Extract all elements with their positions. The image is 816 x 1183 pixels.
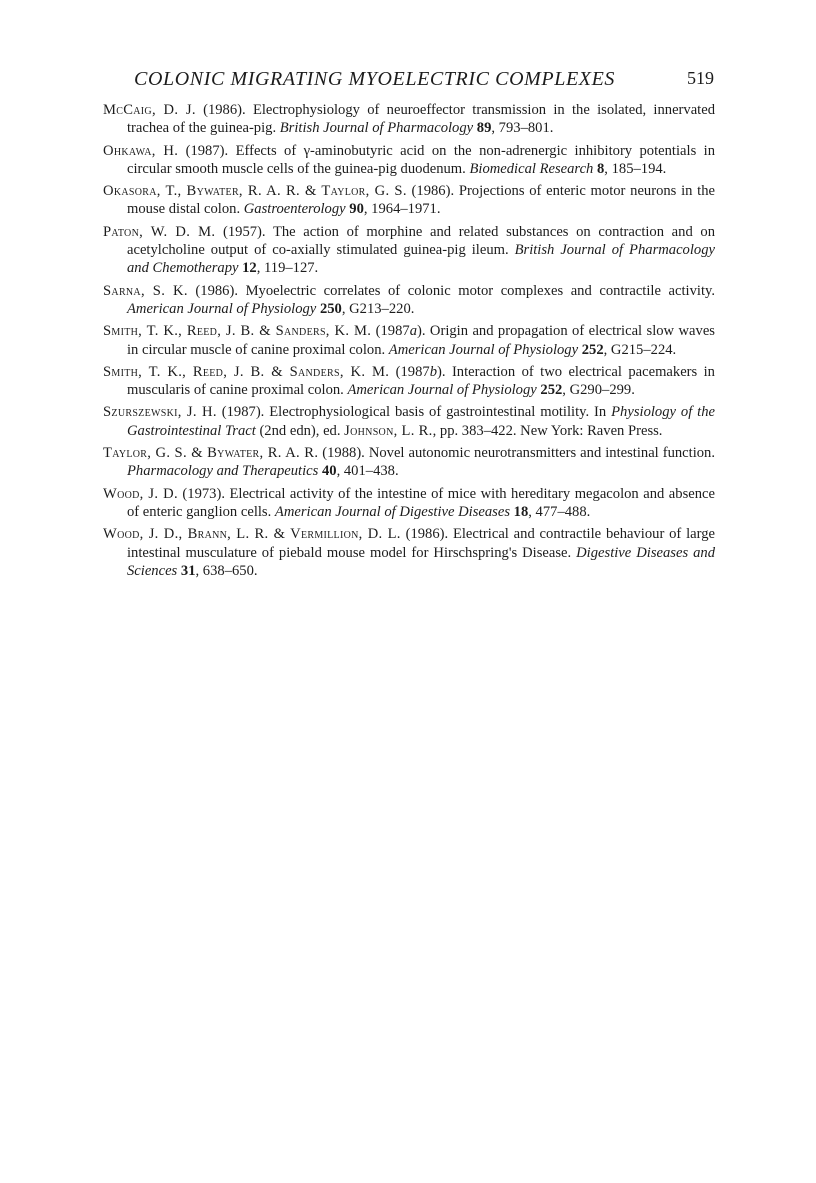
reference-journal: British Journal of Pharmacology bbox=[279, 120, 474, 137]
reference-list bbox=[103, 101, 715, 584]
reference-volume: 90 bbox=[349, 201, 364, 218]
reference-year-end: ). bbox=[437, 363, 452, 380]
reference-authors: Sarna, S. K. bbox=[103, 282, 188, 299]
reference-pages: , 793–801. bbox=[491, 120, 554, 137]
reference-entry bbox=[103, 322, 715, 359]
reference-journal: British Journal of Pharmacology and Chemotherapy bbox=[127, 242, 715, 277]
reference-year-end: ). bbox=[416, 323, 430, 340]
reference-authors: Szurszewski, J. H. bbox=[103, 404, 217, 421]
reference-authors: Wood, J. D. bbox=[103, 485, 178, 502]
reference-pages: , 401–438. bbox=[336, 463, 399, 480]
reference-volume: 250 bbox=[319, 300, 342, 317]
reference-year: (1988). bbox=[318, 445, 369, 462]
reference-volume: 18 bbox=[513, 503, 529, 520]
reference-editor: Johnson, L. R. bbox=[344, 422, 433, 439]
reference-title: Electrophysiological basis of gastrointestinal motility. In bbox=[269, 404, 612, 421]
reference-entry bbox=[103, 485, 715, 522]
reference-year: (1986). bbox=[406, 183, 459, 200]
reference-journal: Gastroenterology bbox=[243, 201, 346, 218]
reference-year: (1957). bbox=[215, 223, 273, 240]
reference-pages: , pp. 383–422. New York: Raven Press. bbox=[432, 422, 663, 439]
reference-authors: Taylor, G. S. & Bywater, R. A. R. bbox=[103, 445, 319, 462]
reference-year: (1987 bbox=[371, 323, 410, 340]
reference-volume: 8 bbox=[597, 160, 605, 177]
reference-journal: Pharmacology and Therapeutics bbox=[127, 463, 319, 480]
reference-year: (1987 bbox=[389, 363, 430, 380]
reference-journal: Biomedical Research bbox=[469, 160, 594, 177]
reference-title: Electrical activity of the intestine of mice with hereditary megacolon and absence of enteric ganglion cells. bbox=[127, 485, 715, 520]
reference-year: (1986). bbox=[400, 526, 453, 543]
reference-edition: (2nd edn), ed. bbox=[255, 422, 345, 439]
reference-journal: American Journal of Physiology bbox=[347, 382, 537, 399]
reference-pages: , G215–224. bbox=[603, 341, 677, 358]
reference-volume: 12 bbox=[242, 260, 257, 277]
page-header bbox=[134, 68, 714, 94]
running-title: COLONIC MIGRATING MYOELECTRIC COMPLEXES bbox=[134, 68, 616, 90]
reference-entry bbox=[103, 525, 715, 580]
reference-title: Electrical and contractile behaviour of large intestinal musculature of piebald mouse model for Hirschspring's Disease. bbox=[127, 526, 715, 561]
reference-journal: American Journal of Physiology bbox=[388, 341, 579, 358]
reference-title: The action of morphine and related substances on contraction and on acetylcholine output of co-axially stimulated guinea-pig ileum. bbox=[127, 223, 715, 259]
reference-title: Origin and propagation of electrical slow waves in circular muscle of canine proximal colon. bbox=[127, 323, 715, 358]
reference-pages: , 1964–1971. bbox=[363, 201, 441, 218]
reference-journal: American Journal of Physiology bbox=[127, 300, 317, 317]
reference-pages: , G213–220. bbox=[341, 300, 415, 317]
reference-entry bbox=[103, 223, 715, 278]
reference-pages: , 185–194. bbox=[604, 160, 667, 177]
reference-year: (1986). bbox=[187, 282, 246, 299]
reference-entry bbox=[103, 282, 715, 319]
reference-title: Electrophysiology of neuroeffector transmission in the isolated, innervated trachea of the guinea-pig. bbox=[127, 102, 716, 137]
reference-entry bbox=[103, 403, 715, 440]
reference-volume: 89 bbox=[476, 120, 492, 137]
reference-year: (1987). bbox=[216, 404, 270, 421]
reference-title: Projections of enteric motor neurons in the mouse distal colon. bbox=[127, 183, 716, 218]
page-number: 519 bbox=[687, 68, 714, 88]
reference-entry bbox=[103, 444, 715, 481]
reference-volume: 31 bbox=[180, 562, 196, 579]
reference-pages: , 477–488. bbox=[528, 503, 591, 520]
reference-pages: , 638–650. bbox=[195, 562, 258, 579]
reference-year: (1987). bbox=[178, 142, 236, 159]
reference-pages: , G290–299. bbox=[562, 382, 635, 399]
reference-year-suffix: b bbox=[429, 363, 437, 380]
reference-year: (1986). bbox=[195, 102, 253, 118]
reference-volume: 252 bbox=[540, 382, 563, 399]
reference-authors: Smith, T. K., Reed, J. B. & Sanders, K. M. bbox=[103, 323, 372, 340]
reference-authors: Paton, W. D. M. bbox=[103, 223, 216, 240]
reference-title: Interaction of two electrical pacemakers in muscularis of canine proximal colon. bbox=[127, 363, 715, 399]
reference-title: Effects of γ-aminobutyric acid on the non-adrenergic inhibitory potentials in circular smooth muscle cells of the guinea-pig duodenum. bbox=[127, 142, 715, 177]
reference-journal: American Journal of Digestive Diseases bbox=[274, 503, 510, 520]
reference-authors: Okasora, T., Bywater, R. A. R. & Taylor, G. S. bbox=[103, 183, 407, 200]
reference-volume: 40 bbox=[321, 463, 337, 480]
reference-entry bbox=[103, 142, 715, 179]
reference-pages: , 119–127. bbox=[256, 260, 319, 277]
reference-authors: McCaig, D. J. bbox=[103, 102, 196, 118]
reference-entry bbox=[103, 363, 715, 400]
reference-entry bbox=[103, 101, 715, 138]
reference-year: (1973). bbox=[177, 485, 230, 502]
reference-volume: 252 bbox=[581, 341, 604, 358]
reference-entry bbox=[103, 182, 715, 219]
reference-journal: Digestive Diseases and Sciences bbox=[127, 544, 715, 579]
reference-year-suffix: a bbox=[409, 323, 417, 340]
reference-authors: Ohkawa, H. bbox=[103, 142, 179, 159]
reference-authors: Smith, T. K., Reed, J. B. & Sanders, K. M. bbox=[103, 363, 390, 380]
reference-title: Myoelectric correlates of colonic motor complexes and contractile activity. bbox=[245, 282, 716, 299]
reference-authors: Wood, J. D., Brann, L. R. & Vermillion, D. L. bbox=[103, 526, 401, 543]
reference-title: Novel autonomic neurotransmitters and intestinal function. bbox=[368, 445, 715, 462]
reference-book: Physiology of the Gastrointestinal Tract bbox=[127, 404, 716, 439]
